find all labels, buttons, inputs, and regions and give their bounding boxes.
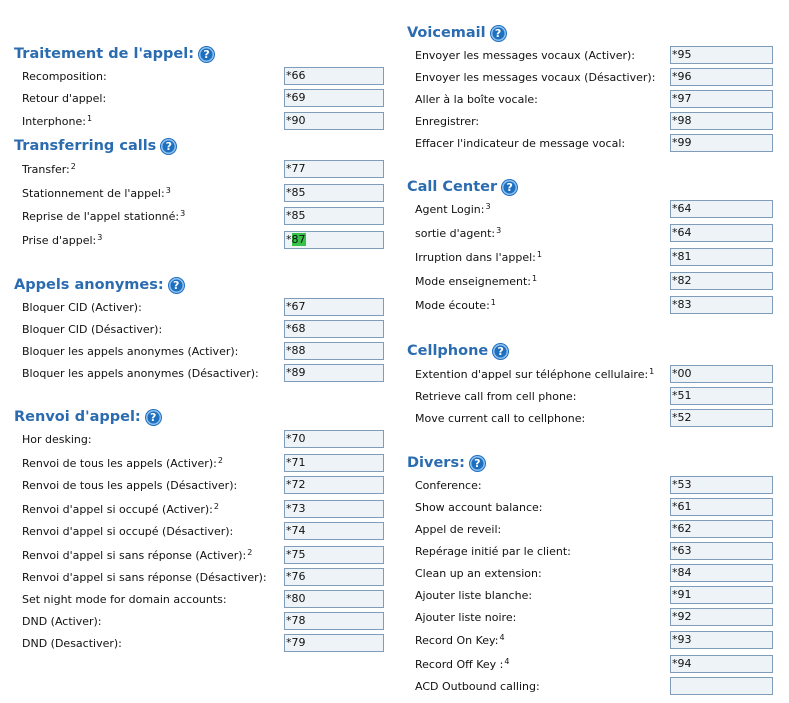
code-input[interactable]: *70: [284, 430, 384, 448]
setting-row: [0, 363, 394, 385]
code-input[interactable]: *77: [284, 160, 384, 178]
setting-label: Record Off Key :$^4$: [415, 657, 510, 671]
setting-row: [0, 633, 394, 655]
section-title: Renvoi d'appel: ?: [14, 406, 161, 428]
code-input[interactable]: *89: [284, 364, 384, 382]
setting-label: Bloquer CID (Désactiver):: [22, 323, 163, 336]
section-title: Call Center ?: [407, 176, 517, 198]
setting-label: Reprise de l'appel stationné:$^3$: [22, 209, 186, 223]
setting-label: Hor desking:: [22, 433, 92, 446]
setting-row: [0, 453, 394, 475]
code-input[interactable]: *95: [670, 46, 773, 64]
code-input[interactable]: *96: [670, 68, 773, 86]
code-input[interactable]: *82: [670, 272, 773, 290]
setting-row: [394, 199, 789, 221]
setting-label: Irruption dans l'appel:$^1$: [415, 250, 542, 264]
section-title: Divers: ?: [407, 452, 485, 474]
setting-label: Repérage initié par le client:: [415, 545, 571, 558]
setting-row: [394, 67, 789, 89]
code-input[interactable]: *53: [670, 476, 773, 494]
setting-row: [394, 497, 789, 519]
setting-row: [0, 567, 394, 589]
code-input[interactable]: *64: [670, 200, 773, 218]
setting-label: DND (Activer):: [22, 615, 102, 628]
setting-label: Retrieve call from cell phone:: [415, 390, 577, 403]
code-input[interactable]: *98: [670, 112, 773, 130]
code-input[interactable]: [670, 677, 773, 695]
setting-row: [0, 521, 394, 543]
setting-row: [394, 386, 789, 408]
section-title: Voicemail ?: [407, 22, 506, 44]
setting-row: [0, 297, 394, 319]
setting-row: [0, 111, 394, 133]
code-input[interactable]: *75: [284, 546, 384, 564]
code-input[interactable]: *99: [670, 134, 773, 152]
setting-row: [394, 271, 789, 293]
setting-row: [0, 88, 394, 110]
setting-row: [394, 247, 789, 269]
setting-label: Mode écoute:$^1$: [415, 298, 496, 312]
setting-label: Clean up an extension:: [415, 567, 542, 580]
setting-row: [394, 475, 789, 497]
help-icon[interactable]: ?: [161, 139, 176, 154]
setting-row: [394, 223, 789, 245]
setting-row: [394, 133, 789, 155]
setting-row: [0, 589, 394, 611]
section-title: Traitement de l'appel: ?: [14, 43, 214, 65]
code-input[interactable]: *00: [670, 365, 773, 383]
help-icon[interactable]: ?: [491, 26, 506, 41]
code-input[interactable]: *69: [284, 89, 384, 107]
setting-row: [0, 230, 394, 252]
setting-label: Interphone:$^1$: [22, 114, 93, 128]
code-input[interactable]: *73: [284, 500, 384, 518]
setting-label: Ajouter liste blanche:: [415, 589, 533, 602]
setting-row: [0, 66, 394, 88]
code-input[interactable]: *74: [284, 522, 384, 540]
setting-label: Envoyer les messages vocaux (Désactiver):: [415, 71, 656, 84]
setting-row: [394, 654, 789, 676]
setting-row: [394, 45, 789, 67]
setting-label: Set night mode for domain accounts:: [22, 593, 227, 606]
setting-row: [0, 611, 394, 633]
setting-row: [394, 563, 789, 585]
code-input[interactable]: *91: [670, 586, 773, 604]
setting-row: [394, 585, 789, 607]
code-input[interactable]: *80: [284, 590, 384, 608]
help-icon[interactable]: ?: [169, 278, 184, 293]
setting-row: [394, 541, 789, 563]
section-title: Cellphone ?: [407, 340, 508, 362]
setting-label: sortie d'agent:$^3$: [415, 226, 502, 240]
setting-label: Renvoi d'appel si sans réponse (Désactiver):: [22, 571, 267, 584]
setting-row: [0, 159, 394, 181]
code-input[interactable]: *63: [670, 542, 773, 560]
help-icon[interactable]: ?: [470, 456, 485, 471]
code-input[interactable]: *93: [670, 631, 773, 649]
setting-label: Aller à la boîte vocale:: [415, 93, 538, 106]
setting-row: [394, 111, 789, 133]
code-input[interactable]: *85: [284, 207, 384, 225]
setting-row: [394, 89, 789, 111]
setting-row: [394, 408, 789, 430]
code-input[interactable]: *71: [284, 454, 384, 472]
setting-label: Conference:: [415, 479, 482, 492]
code-input[interactable]: *88: [284, 342, 384, 360]
setting-label: Ajouter liste noire:: [415, 611, 517, 624]
setting-label: Transfer:$^2$: [22, 162, 76, 176]
setting-label: Renvoi de tous les appels (Activer):$^2$: [22, 456, 223, 470]
setting-row: [0, 475, 394, 497]
setting-label: Envoyer les messages vocaux (Activer):: [415, 49, 636, 62]
code-input[interactable]: *79: [284, 634, 384, 652]
setting-row: [0, 206, 394, 228]
section-title: Transferring calls ?: [14, 135, 176, 157]
code-input[interactable]: *61: [670, 498, 773, 516]
setting-label: Enregistrer:: [415, 115, 480, 128]
setting-label: Renvoi de tous les appels (Désactiver):: [22, 479, 238, 492]
code-input[interactable]: *51: [670, 387, 773, 405]
setting-label: Appel de reveil:: [415, 523, 502, 536]
setting-label: Record On Key:$^4$: [415, 633, 505, 647]
setting-label: ACD Outbound calling:: [415, 680, 540, 693]
code-input[interactable]: *72: [284, 476, 384, 494]
setting-label: Agent Login:$^3$: [415, 202, 491, 216]
section-title: Appels anonymes: ?: [14, 274, 184, 296]
setting-label: Prise d'appel:$^3$: [22, 233, 103, 247]
code-input[interactable]: *64: [670, 224, 773, 242]
setting-row: [0, 499, 394, 521]
code-input[interactable]: *97: [670, 90, 773, 108]
setting-row: [394, 630, 789, 652]
setting-label: DND (Desactiver):: [22, 637, 122, 650]
setting-row: [394, 519, 789, 541]
setting-row: [394, 295, 789, 317]
help-icon[interactable]: ?: [199, 47, 214, 62]
setting-label: Bloquer les appels anonymes (Désactiver):: [22, 367, 259, 380]
setting-row: [0, 319, 394, 341]
setting-row: [0, 545, 394, 567]
setting-label: Show account balance:: [415, 501, 543, 514]
code-input[interactable]: *67: [284, 298, 384, 316]
code-input[interactable]: *68: [284, 320, 384, 338]
code-input[interactable]: *85: [284, 184, 384, 202]
code-input[interactable]: *66: [284, 67, 384, 85]
code-input[interactable]: *81: [670, 248, 773, 266]
setting-label: Bloquer les appels anonymes (Activer):: [22, 345, 239, 358]
setting-label: Effacer l'indicateur de message vocal:: [415, 137, 626, 150]
setting-label: Retour d'appel:: [22, 92, 107, 105]
setting-label: Renvoi d'appel si occupé (Désactiver):: [22, 525, 234, 538]
setting-row: [394, 607, 789, 629]
setting-row: [394, 676, 789, 698]
code-input[interactable]: *84: [670, 564, 773, 582]
code-input[interactable]: *78: [284, 612, 384, 630]
setting-row: [0, 341, 394, 363]
help-icon[interactable]: ?: [146, 410, 161, 425]
code-input[interactable]: *92: [670, 608, 773, 626]
help-icon[interactable]: ?: [502, 180, 517, 195]
code-input[interactable]: *90: [284, 112, 384, 130]
setting-label: Renvoi d'appel si occupé (Activer):$^2$: [22, 502, 219, 516]
highlighted-text: 87: [291, 233, 306, 246]
code-input[interactable]: *76: [284, 568, 384, 586]
setting-label: Recomposition:: [22, 70, 107, 83]
setting-label: Bloquer CID (Activer):: [22, 301, 142, 314]
code-input[interactable]: *62: [670, 520, 773, 538]
setting-label: Move current call to cellphone:: [415, 412, 586, 425]
setting-label: Mode enseignement:$^1$: [415, 274, 538, 288]
code-input[interactable]: *83: [670, 296, 773, 314]
setting-row: [0, 183, 394, 205]
setting-label: Extention d'appel sur téléphone cellulaire:$^1$: [415, 367, 655, 381]
setting-row: [0, 429, 394, 451]
help-icon[interactable]: ?: [493, 344, 508, 359]
setting-label: Stationnement de l'appel:$^3$: [22, 186, 171, 200]
code-input[interactable]: *94: [670, 655, 773, 673]
setting-row: [394, 364, 789, 386]
code-input[interactable]: *87: [284, 231, 384, 249]
setting-label: Renvoi d'appel si sans réponse (Activer):$^2$: [22, 548, 253, 562]
code-input[interactable]: *52: [670, 409, 773, 427]
